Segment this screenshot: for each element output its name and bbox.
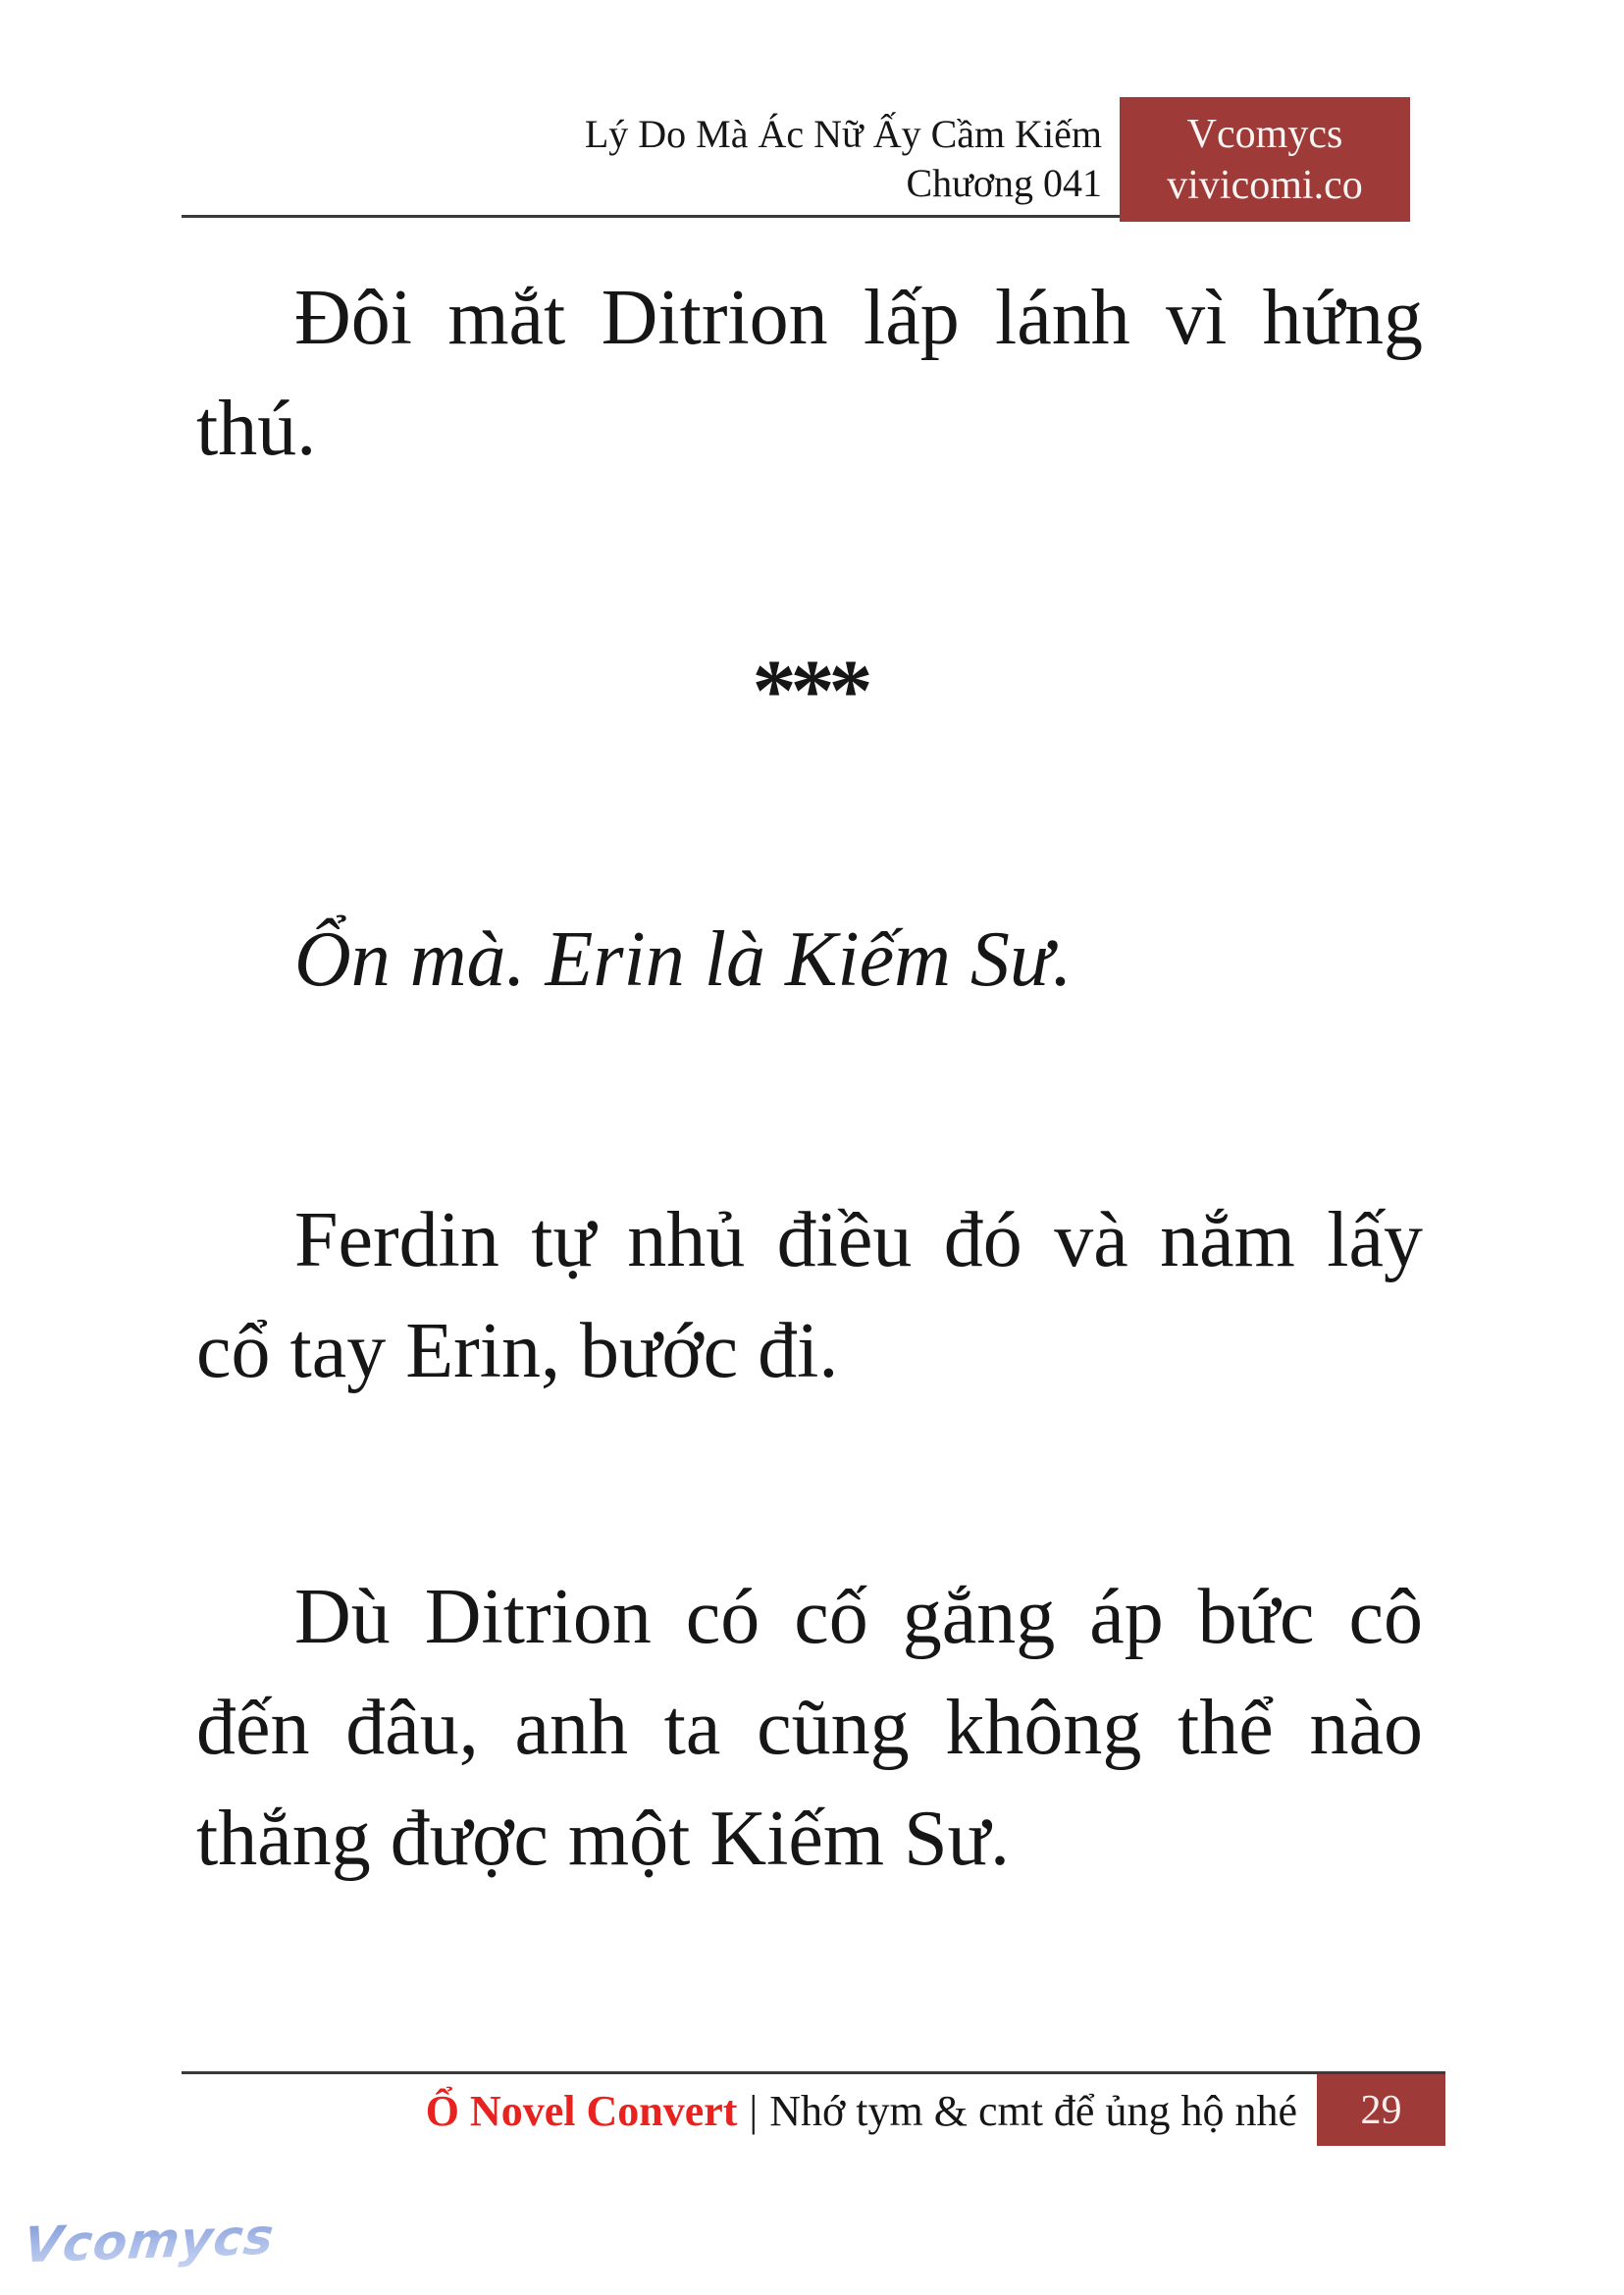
paragraph-1: Đôi mắt Ditrion lấp lánh vì hứng thú. bbox=[196, 275, 1423, 472]
footer-note: Nhớ tym & cmt để ủng hộ nhé bbox=[769, 2087, 1297, 2135]
footer-separator: | bbox=[749, 2087, 759, 2135]
page-header bbox=[585, 110, 1102, 208]
section-divider: *** bbox=[752, 643, 867, 740]
chapter-number: Chương 041 bbox=[906, 161, 1102, 205]
footer-divider-rule bbox=[182, 2071, 1445, 2074]
page-number-badge bbox=[1317, 2074, 1445, 2146]
vcomycs-logo-watermark: Vcomycs bbox=[21, 2208, 278, 2274]
paragraph-italic-thought: Ổn mà. Erin là Kiếm Sư. bbox=[294, 916, 1073, 1003]
brand-box bbox=[1120, 97, 1410, 222]
page-footer bbox=[426, 2083, 1297, 2140]
page-number: 29 bbox=[1360, 2087, 1402, 2133]
brand-name: Vcomycs bbox=[1186, 111, 1343, 157]
brand-site: vivicomi.co bbox=[1167, 162, 1363, 208]
footer-brand: Ổ Novel Convert bbox=[425, 2087, 738, 2135]
book-title: Lý Do Mà Ác Nữ Ấy Cầm Kiếm bbox=[584, 112, 1102, 156]
paragraph-4: Dù Ditrion có cố gắng áp bức cô đến đâu, anh ta cũng không thể nào thắng được một Kiếm Sư. bbox=[196, 1574, 1423, 1882]
paragraph-3: Ferdin tự nhủ điều đó và nắm lấy cổ tay Erin, bước đi. bbox=[196, 1197, 1423, 1394]
header-divider-rule bbox=[182, 215, 1120, 218]
